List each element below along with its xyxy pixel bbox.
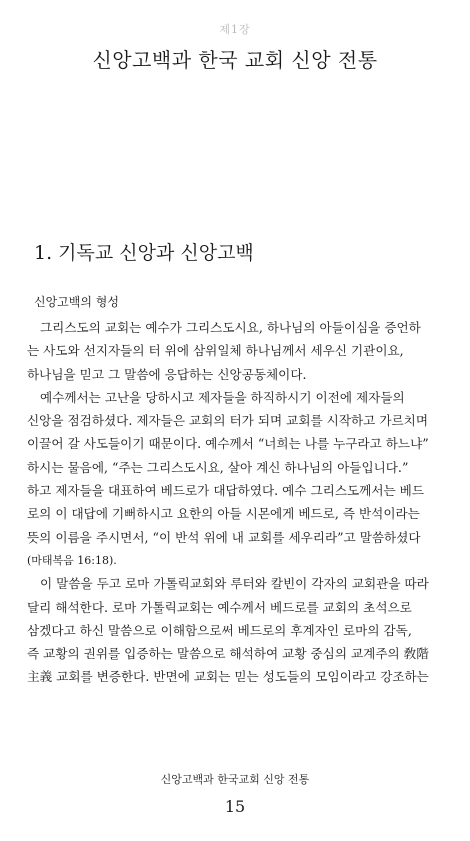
scripture-reference: (마태복음 16:18). xyxy=(27,553,117,567)
section-heading: 1. 기독교 신앙과 신앙고백 xyxy=(34,242,254,264)
running-footer-title: 신앙고백과 한국교회 신앙 전통 xyxy=(160,773,310,786)
text-line: 삼겠다고 하신 말씀으로 이해함으로써 베드로의 후계자인 로마의 감독, xyxy=(27,622,412,638)
text-line: 신앙을 점검하셨다. 제자들은 교회의 터가 되며 교회를 시작하고 가르치며 xyxy=(27,413,428,429)
text-line: 하나님을 믿고 그 말씀에 응답하는 신앙공동체이다. xyxy=(27,366,307,382)
text-line: 하고 제자들을 대표하여 베드로가 대답하였다. 예수 그리스도께서는 베드 xyxy=(27,483,424,499)
text-line: 로의 이 대답에 기뻐하시고 요한의 아들 시몬에게 베드로, 즉 반석이라는 xyxy=(27,506,420,522)
text-line: 는 사도와 선지자들의 터 위에 삼위일체 하나님께서 세우신 기관이요, xyxy=(27,343,404,359)
text-line: 主義 교회를 변증한다. 반면에 교회는 믿는 성도들의 모임이라고 강조하는 xyxy=(27,669,429,685)
text-line: 하시는 물음에, “주는 그리스도시요, 살아 계신 하나님의 아들입니다.” xyxy=(27,459,409,475)
text-line: 이끌어 갈 사도들이기 때문이다. 예수께서 “너희는 나를 누구라고 하느냐” xyxy=(27,436,429,452)
text-line: 달리 해석한다. 로마 가톨릭교회는 예수께서 베드로를 교회의 초석으로 xyxy=(27,599,412,615)
chapter-number: 제1장 xyxy=(219,23,251,36)
body-text xyxy=(27,316,445,689)
chapter-title: 신앙고백과 한국 교회 신앙 전통 xyxy=(92,48,378,72)
text-line: 뜻의 이름을 주시면서, “이 반석 위에 내 교회를 세우리라”고 말씀하셨다 xyxy=(27,529,421,545)
text-line: 예수께서는 고난을 당하시고 제자들을 하직하시기 이전에 제자들의 xyxy=(40,389,405,405)
subsection-heading: 신앙고백의 형성 xyxy=(34,295,119,309)
text-line: 그리스도의 교회는 예수가 그리스도시요, 하나님의 아들이심을 증언하 xyxy=(40,320,421,335)
text-line: 즉 교황의 권위를 입증하는 말씀으로 해석하여 교황 중심의 교계주의 敎階 xyxy=(27,646,429,662)
text-line: 이 말씀을 두고 로마 가톨릭교회와 루터와 칼빈이 각자의 교회관을 따라 xyxy=(40,576,429,592)
page-number: 15 xyxy=(224,797,246,816)
